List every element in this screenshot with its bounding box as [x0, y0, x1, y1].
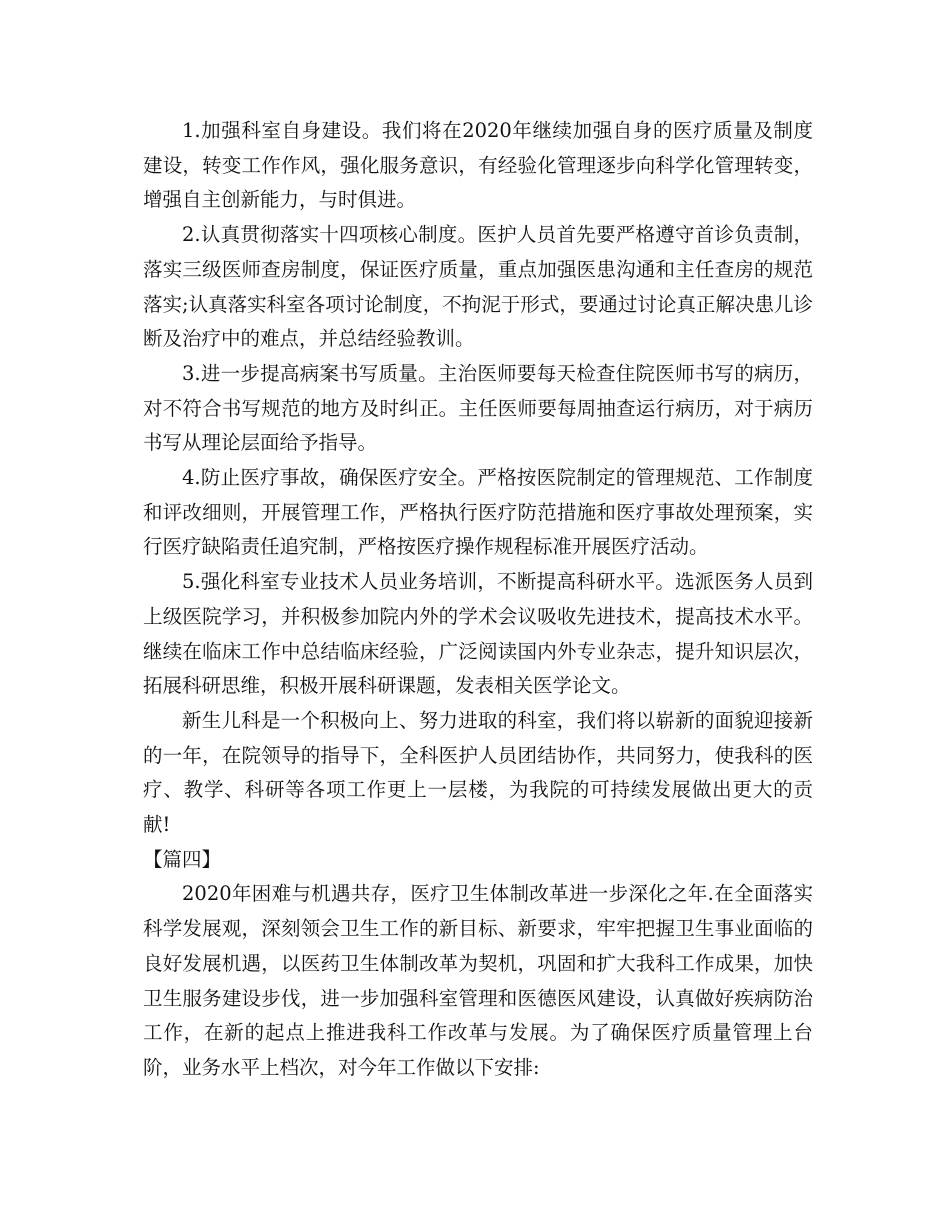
paragraph-5: 5.强化科室专业技术人员业务培训，不断提高科研水平。选派医务人员到上级医院学习，并积极参加院内外的学术会议吸收先进技术，提高技术水平。继续在临床工作中总结临床经验，广泛阅读国内外专业杂志，提升知识层次，拓展科研思维，积极开展科研课题，发表相关医学论文。: [143, 570, 813, 698]
section-paragraph-1: 2020年困难与机遇共存，医疗卫生体制改革进一步深化之年.在全面落实科学发展观，深刻领会卫生工作的新目标、新要求，牢牢把握卫生事业面临的良好发展机遇，以医药卫生体制改革为契机，巩固和扩大我科工作成果，加快卫生服务建设步伐，进一步加强科室管理和医德医风建设，认真做好疾病防治工作，在新的起点上推进我科工作改革与发展。为了确保医疗质量管理上台阶，业务水平上档次，对今年工作做以下安排:: [143, 882, 813, 1079]
paragraph-2: 2.认真贯彻落实十四项核心制度。医护人员首先要严格遵守首诊负责制，落实三级医师查房制度，保证医疗质量，重点加强医患沟通和主任查房的规范落实;认真落实科室各项讨论制度，不拘泥于形式，要通过讨论真正解决患儿诊断及治疗中的难点，并总结经验教训。: [143, 223, 813, 351]
paragraph-3: 3.进一步提高病案书写质量。主治医师要每天检查住院医师书写的病历，对不符合书写规范的地方及时纠正。主任医师要每周抽查运行病历，对于病历书写从理论层面给予指导。: [143, 361, 813, 455]
section-heading: 【篇四】: [143, 847, 222, 871]
paragraph-conclusion: 新生儿科是一个积极向上、努力进取的科室，我们将以崭新的面貌迎接新的一年，在院领导的指导下，全科医护人员团结协作，共同努力，使我科的医疗、教学、科研等各项工作更上一层楼，为我院的可持续发展做出更大的贡献!: [143, 708, 813, 837]
paragraph-1: 1.加强科室自身建设。我们将在2020年继续加强自身的医疗质量及制度建设，转变工作作风，强化服务意识，有经验化管理逐步向科学化管理转变，增强自主创新能力，与时俱进。: [143, 119, 813, 212]
paragraph-4: 4.防止医疗事故，确保医疗安全。严格按医院制定的管理规范、工作制度和评改细则，开展管理工作，严格执行医疗防范措施和医疗事故处理预案，实行医疗缺陷责任追究制，严格按医疗操作规程标准开展医疗活动。: [143, 466, 813, 559]
document-body: [143, 114, 813, 1086]
